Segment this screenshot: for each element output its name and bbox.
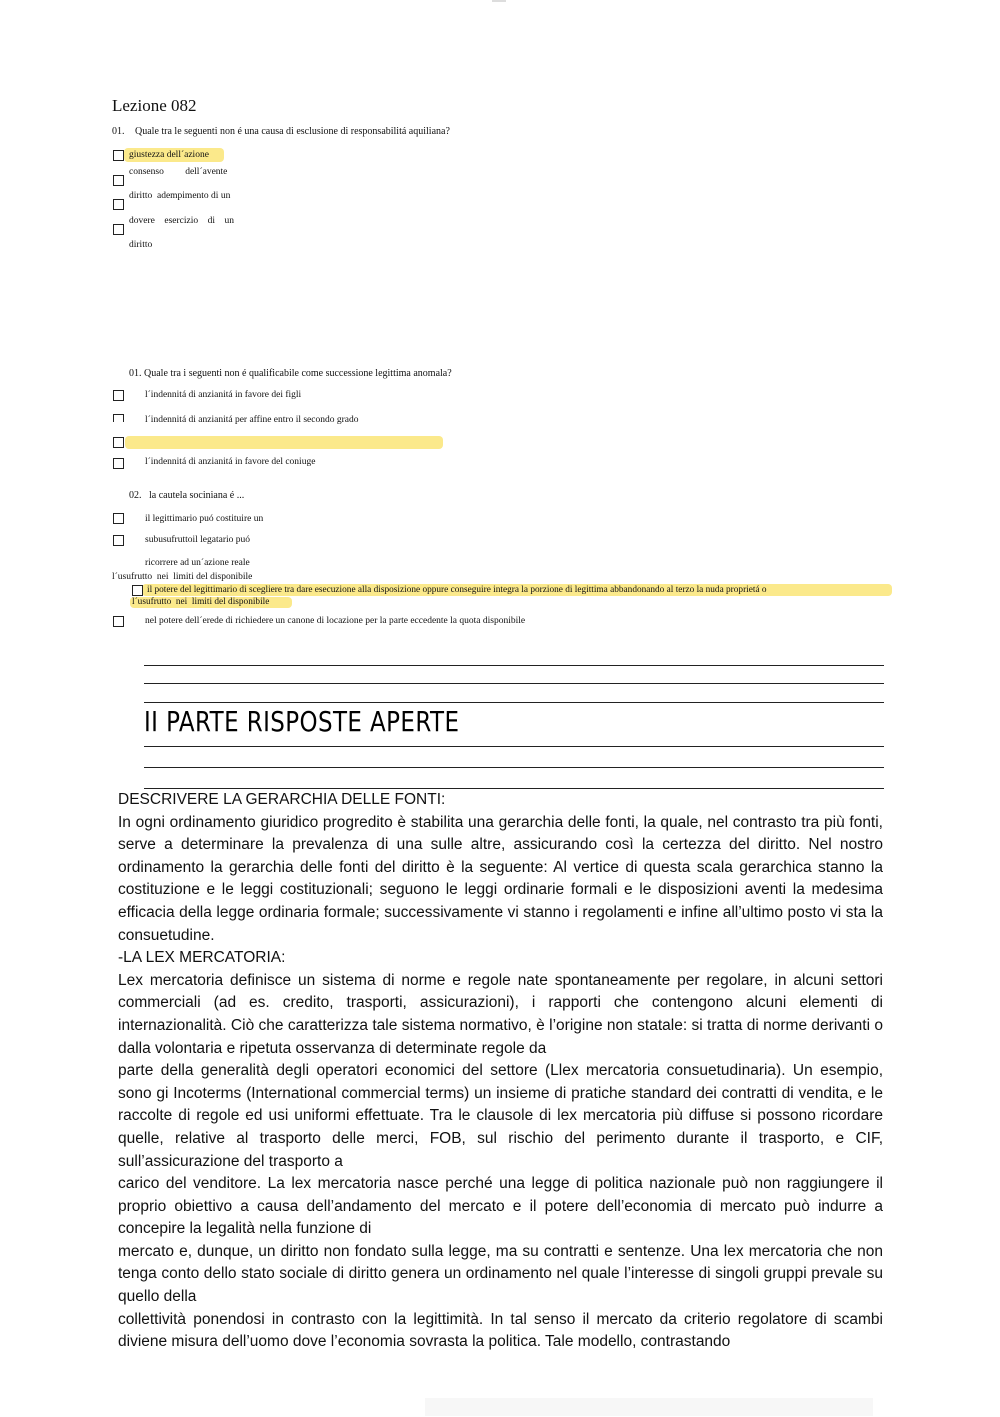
divider-line [144,683,884,684]
option-checkbox[interactable] [132,585,143,596]
option-line: l´usufrutto nei limiti del disponibile [112,572,253,582]
answer-highlight [125,436,443,449]
option-text: l´indennitá di anzianitá in favore del coniuge [145,457,316,467]
option-checkbox[interactable] [113,414,124,422]
divider-line [144,665,884,666]
essay-paragraph: In ogni ordinamento giuridico progredito è stabilita una gerarchia delle fonti, la quale, nel contrasto tra più fonti, serve a determinare la prevalenza di una sulle altre, assicurando così la certezza del diritto. Nel nostro ordinamento la gerarchia delle fonti del diritto è la seguente: Al vertice di questa scala gerarchica stanno la costituzione e le leggi costituzionali; seguono le leggi ordinarie formali e le disposizioni aventi la medesima efficacia della legge ordinaria formale; successivamente vi stanno i regolamenti e infine all’ultimo posto vi sta la consuetudine. [118,813,883,944]
selected-option-line: il potere del legittimario di scegliere tra dare esecuzione alla disposizione oppure conseguire integra la porzione di legittima abbandonando al terzo la nuda proprietá o [147,585,767,595]
option-checkbox[interactable] [113,513,124,524]
option-checkbox[interactable] [113,437,124,448]
essay-subheading: -LA LEX MERCATORIA: [118,949,286,967]
option-line: diritto adempimento di un [129,191,231,201]
option-text: l´indennitá di anzianitá per affine entro il secondo grado [145,415,359,425]
section-heading: II PARTE RISPOSTE APERTE [144,705,460,738]
question-3-text: 02. la cautela sociniana é ... [129,490,245,501]
option-line: ricorrere ad un´azione reale [145,558,250,568]
divider-line [144,767,884,768]
question-1-text: Quale tra le seguenti non é una causa di esclusione di responsabilitá aquiliana? [135,126,450,137]
option-line: il legittimario puó costituire un [145,514,264,524]
divider-line [144,746,884,747]
option-text: nel potere dell´erede di richiedere un canone di locazione per la parte eccedente la quota disponibile [145,616,526,626]
top-mark [492,0,506,2]
option-checkbox[interactable] [113,390,124,401]
page-footer-area [425,1398,873,1416]
option-line: subusufruttoil legatario puó [145,535,251,545]
option-checkbox[interactable] [113,535,124,546]
selected-option-line: l´usufrutto nei limiti del disponibile [132,597,270,607]
option-checkbox[interactable] [113,616,124,627]
option-checkbox[interactable] [113,175,124,186]
option-checkbox[interactable] [113,458,124,469]
question-2-text: 01. Quale tra i seguenti non é qualificabile come successione legittima anomala? [129,368,452,379]
essay-paragraph: collettività ponendosi in contrasto con la legittimità. In tal senso il mercato da criterio regolatore di scambi diviene misura dell’uomo dove l’economia sovrasta la politica. Tale modello, contrastando [118,1310,883,1351]
essay-paragraph: parte della generalità degli operatori economici del settore (Llex mercatoria consuetudinaria). Un esempio, sono gi Incoterms (International commercial terms) un insieme di pratiche standard dei contratti di vendita, e le raccolte di regole ed usi uniformi effettuate. Tra le clausole di lex mercatoria più diffuse si possono ricordare quelle, relative al trasporto delle merci, FOB, sul rischio del perimento durante il trasporto, e CIF, sull’assicurazione del trasporto a [118,1062,883,1170]
option-line: giustezza dell´azione [129,150,209,160]
option-line: consenso dell´avente [129,167,228,177]
option-line: diritto [129,240,153,250]
divider-line [144,702,884,703]
option-line: dovere esercizio di un [129,216,234,226]
essay-paragraph: Lex mercatoria definisce un sistema di norme e regole nate spontaneamente per regolare, in alcuni settori commerciali (ad es. credito, trasporti, assicurazioni), i rapporti che contengono alcuni elementi di internazionalità. Ciò che caratterizza tale sistema normativo, è l’origine non statale: si tratta di norme derivanti o dalla volontaria e ripetuta osservanza di determinate regole da [118,971,883,1057]
question-1-number: 01. [112,126,125,137]
option-checkbox[interactable] [113,224,124,235]
option-text: l´indennitá di anzianitá in favore dei figli [145,390,302,400]
option-checkbox[interactable] [113,150,124,161]
option-checkbox[interactable] [113,199,124,210]
essay-paragraph: mercato e, dunque, un diritto non fondato sulla legge, ma su contratti e sentenze. Una lex mercatoria che non tenga conto dello stato sociale di diritto genera un ordinamento nel quale l’interesse di singoli gruppi prevale su quello della [118,1242,883,1306]
lesson-title: Lezione 082 [112,96,197,115]
essay-body [118,789,883,1354]
essay-paragraph: carico del venditore. La lex mercatoria nasce perché una legge di politica nazionale può non raggiungere il proprio obiettivo a causa dell’andamento del mercato e il potere dell’economia di mercato può indurre a concepire la legalità nella funzione di [118,1175,883,1238]
essay-heading: DESCRIVERE LA GERARCHIA DELLE FONTI: [118,791,446,808]
